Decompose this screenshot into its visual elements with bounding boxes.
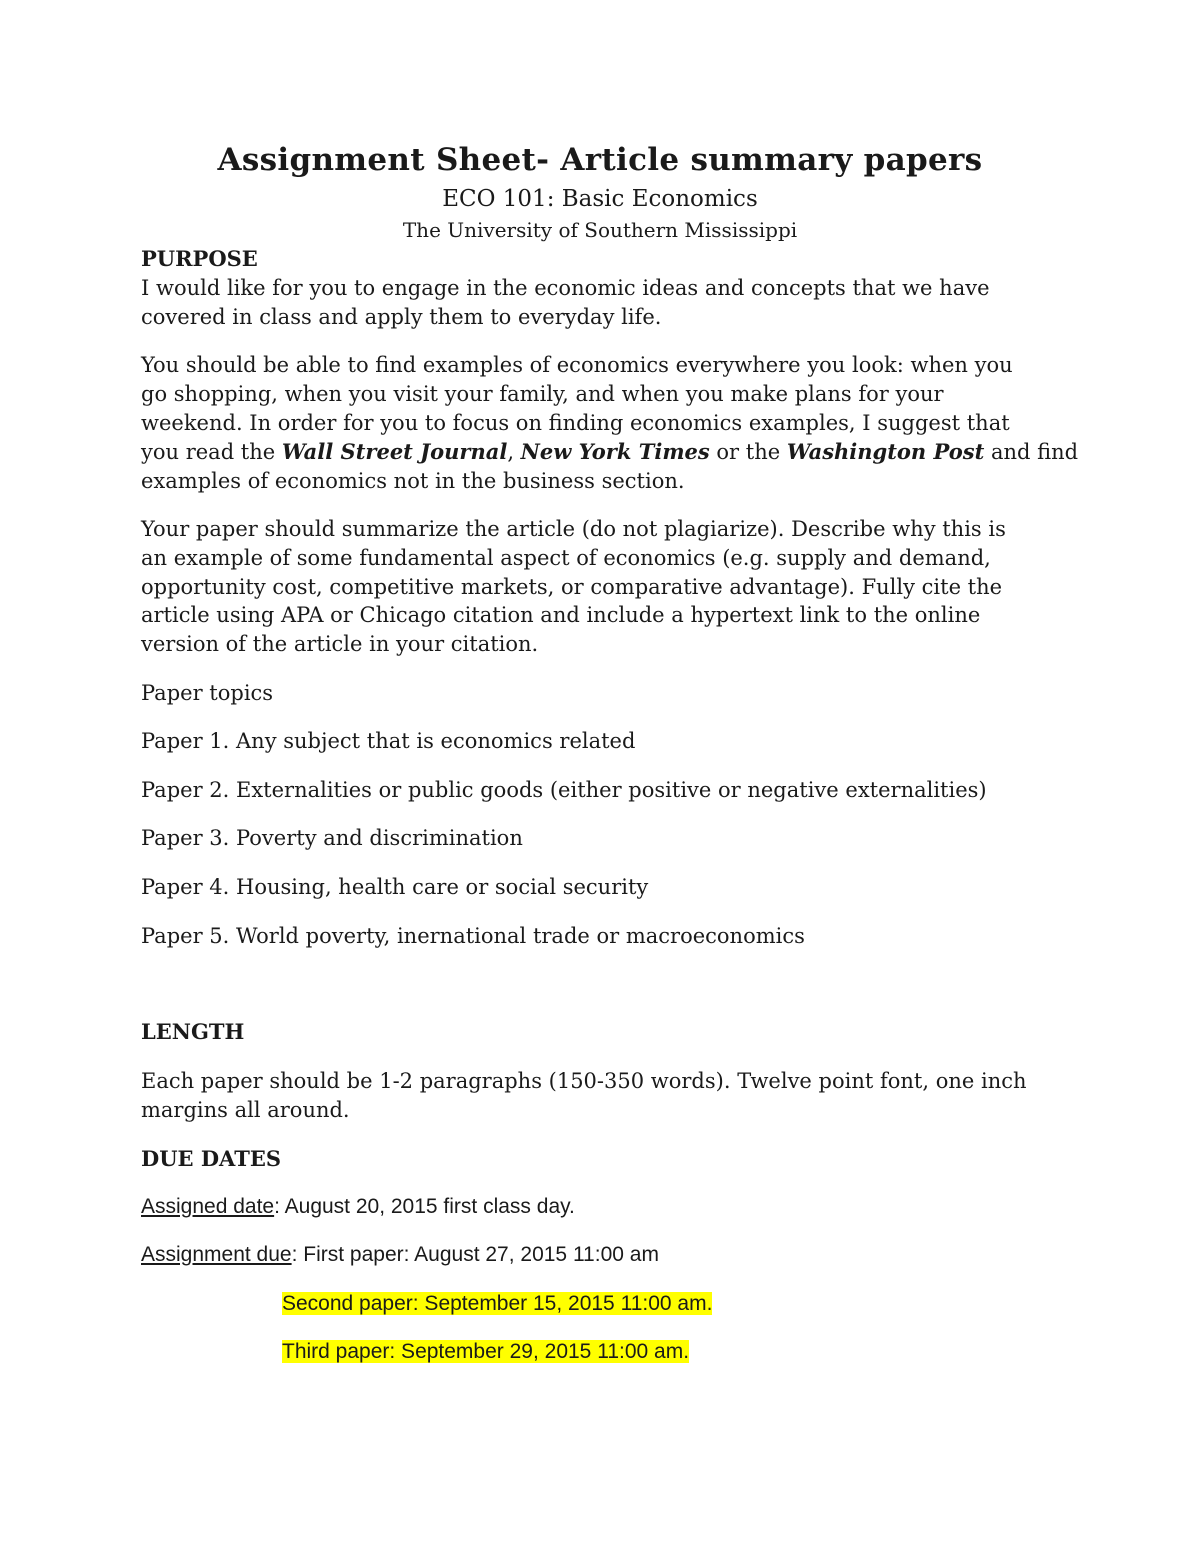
purpose-p2-line-newspapers (141, 438, 1078, 466)
length-line: margins all around. (141, 1098, 350, 1122)
course-name: ECO 101: Basic Economics (442, 186, 758, 212)
newspaper-wapo: Washington Post (786, 439, 985, 464)
assigned-date-line (141, 1193, 575, 1221)
text-run: and find (984, 440, 1079, 464)
university-name: The University of Southern Mississippi (402, 218, 798, 242)
assigned-date-label: Assigned date (141, 1195, 275, 1218)
purpose-p3-line: version of the article in your citation. (141, 632, 539, 656)
document-title: Assignment Sheet- Article summary papers (217, 142, 983, 178)
purpose-p3-line: an example of some fundamental aspect of economics (e.g. supply and demand, (141, 546, 991, 570)
second-paper-line (282, 1290, 712, 1318)
assigned-date-value: August 20, 2015 first class day. (279, 1195, 575, 1218)
text-run: : (274, 1195, 280, 1218)
third-paper-due: Third paper: September 29, 2015 11:00 am. (282, 1340, 690, 1363)
purpose-p3-line: opportunity cost, competitive markets, or comparative advantage). Fully cite the (141, 575, 1003, 599)
length-line: Each paper should be 1-2 paragraphs (150-350 words). Twelve point font, one inch (141, 1069, 1027, 1093)
topic-item: Paper 4. Housing, health care or social security (141, 875, 649, 899)
purpose-p2-line: You should be able to find examples of economics everywhere you look: when you (141, 353, 1013, 377)
text-run: : (291, 1243, 298, 1266)
newspaper-nyt: New York Times (520, 439, 710, 464)
topic-item: Paper 5. World poverty, inernational trade or macroeconomics (141, 924, 805, 948)
first-paper-due: First paper: August 27, 2015 11:00 am (297, 1243, 659, 1266)
text-run: you read the (141, 440, 282, 464)
topics-heading: Paper topics (141, 681, 274, 705)
second-paper-due: Second paper: September 15, 2015 11:00 am. (282, 1292, 713, 1315)
third-paper-line (282, 1338, 689, 1366)
topic-item: Paper 3. Poverty and discrimination (141, 826, 523, 850)
purpose-p2-line: examples of economics not in the business section. (141, 469, 685, 493)
purpose-heading: PURPOSE (141, 246, 258, 271)
topic-item: Paper 2. Externalities or public goods (either positive or negative externalities) (141, 778, 987, 802)
length-heading: LENGTH (141, 1019, 245, 1044)
purpose-p2-line: go shopping, when you visit your family, and when you make plans for your (141, 382, 944, 406)
newspaper-wsj: Wall Street Journal (281, 439, 508, 464)
topic-item: Paper 1. Any subject that is economics related (141, 729, 636, 753)
text-run: or the (709, 440, 787, 464)
purpose-p1-line: covered in class and apply them to everyday life. (141, 305, 662, 329)
purpose-p1-line: I would like for you to engage in the economic ideas and concepts that we have (141, 276, 990, 300)
purpose-p3-line: Your paper should summarize the article (do not plagiarize). Describe why this is (141, 517, 1006, 541)
due-dates-heading: DUE DATES (141, 1146, 281, 1171)
assignment-due-label: Assignment due (141, 1243, 292, 1266)
text-run: , (507, 440, 521, 464)
purpose-p3-line: article using APA or Chicago citation and include a hypertext link to the online (141, 603, 981, 627)
assignment-due-line (141, 1241, 659, 1269)
purpose-p2-line: weekend. In order for you to focus on finding economics examples, I suggest that (141, 411, 1010, 435)
